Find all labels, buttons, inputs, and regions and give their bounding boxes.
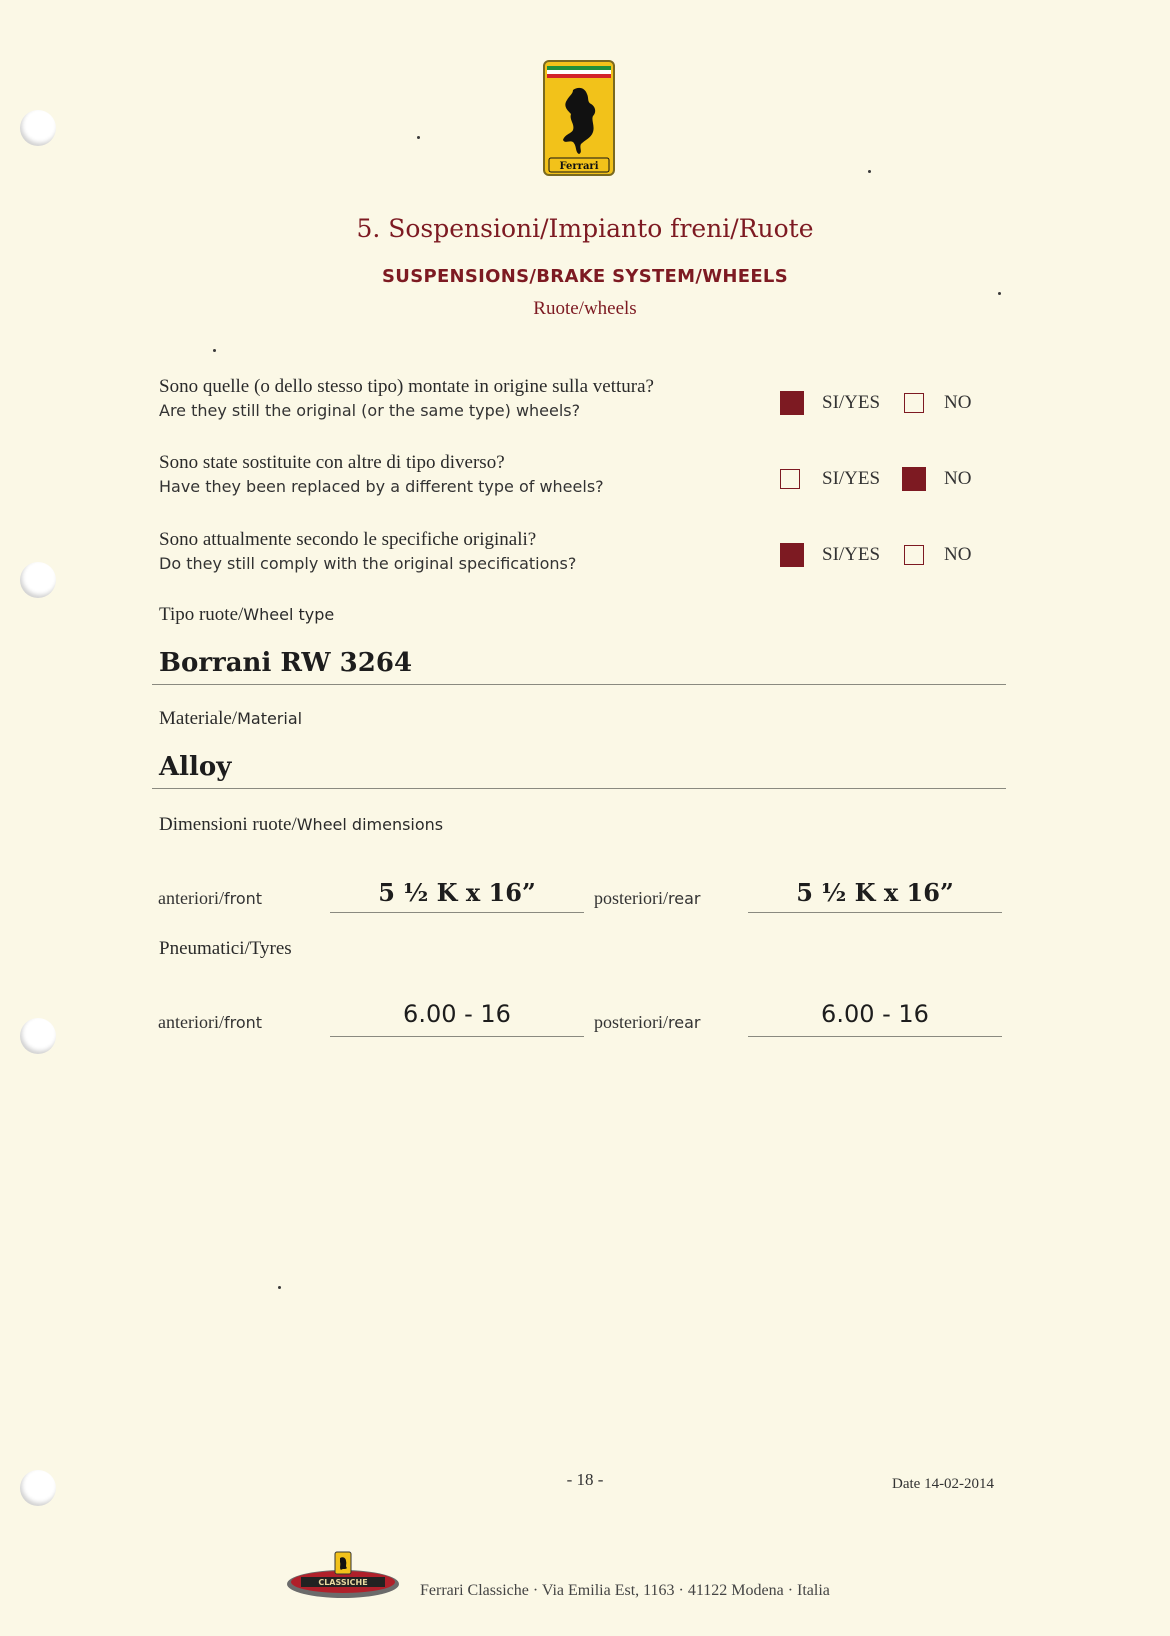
question-original-wheels [159,375,759,423]
answer-original-wheels [780,390,1000,418]
tyres-label-italian: Pneumatici/ [159,938,250,959]
rear-tyre-label [594,1012,700,1033]
document-date: Date 14-02-2014 [892,1476,995,1492]
page-number: - 18 - [566,1470,604,1489]
rear-label-italian: posteriori/ [594,888,668,908]
material-value: Alloy [159,752,232,782]
paper-speck [868,170,871,173]
binder-hole-3 [20,1018,56,1054]
front-tyre-underline [330,1036,584,1037]
material-label [159,708,302,730]
no-option-label: NO [944,544,972,565]
answer-replaced-wheels [780,466,1000,494]
front-wheel-label [158,888,262,909]
rear-tyre-label-english: rear [668,1013,701,1032]
footer-address: Ferrari Classiche · Via Emilia Est, 1163 · 41122 Modena · Italia [420,1582,830,1599]
ferrari-logo [543,60,615,176]
answer-original-specs [780,542,1000,570]
no-checkbox[interactable] [904,393,924,413]
section-title-english: SUSPENSIONS/BRAKE SYSTEM/WHEELS [382,266,788,287]
question-text-english: Do they still comply with the original specifications? [159,554,577,573]
wheel-type-underline [152,684,1006,685]
yes-checkbox[interactable] [780,469,800,489]
question-text-english: Have they been replaced by a different type of wheels? [159,477,604,496]
yes-option-label: SI/YES [822,468,881,489]
tyres-label-english: Tyres [249,938,292,959]
front-label-english: front [223,889,263,908]
material-label-italian: Materiale/ [159,708,238,729]
wheel-type-label [159,604,334,626]
rear-wheel-dimension-value: 5 ½ K x 16” [796,878,954,907]
no-option-label: NO [944,468,972,489]
paper-speck [278,1286,281,1289]
front-tyre-label-italian: anteriori/ [158,1012,224,1032]
rear-wheel-label [594,888,700,909]
ferrari-logo-text: Ferrari [559,161,599,172]
yes-option-label: SI/YES [822,544,881,565]
badge-text: CLASSICHE [318,1578,368,1587]
no-checkbox[interactable] [902,467,926,491]
question-text-italian: Sono quelle (o dello stesso tipo) montate in origine sulla vettura? [159,376,654,397]
question-original-specs [159,528,759,576]
front-tyre-value: 6.00 - 16 [403,1000,511,1028]
material-label-english: Material [237,709,303,728]
rear-tyre-value: 6.00 - 16 [821,1000,929,1028]
wheel-type-label-english: Wheel type [243,605,335,624]
wheel-dimensions-label-english: Wheel dimensions [296,815,444,834]
question-text-english: Are they still the original (or the same type) wheels? [159,401,581,420]
wheel-type-label-italian: Tipo ruote/ [159,604,244,625]
material-underline [152,788,1006,789]
yes-option-label: SI/YES [822,392,881,413]
section-title-italian: 5. Sospensioni/Impianto freni/Ruote [356,214,814,243]
paper-speck [213,349,216,352]
paper-speck [998,292,1001,295]
rear-tyre-underline [748,1036,1002,1037]
yes-checkbox[interactable] [780,391,804,415]
rear-label-english: rear [668,889,701,908]
rear-wheel-underline [748,912,1002,913]
wheel-dimensions-label [159,814,443,836]
section-subtitle: Ruote/wheels [533,298,637,319]
no-checkbox[interactable] [904,545,924,565]
binder-hole-2 [20,562,56,598]
wheel-type-value: Borrani RW 3264 [159,648,413,678]
ferrari-classiche-badge [283,1548,403,1604]
wheel-dimensions-label-italian: Dimensioni ruote/ [159,814,297,835]
front-tyre-label [158,1012,262,1033]
rear-tyre-label-italian: posteriori/ [594,1012,668,1032]
front-wheel-dimension-value: 5 ½ K x 16” [378,878,536,907]
front-label-italian: anteriori/ [158,888,224,908]
front-tyre-label-english: front [223,1013,263,1032]
question-replaced-wheels [159,451,759,499]
no-option-label: NO [944,392,972,413]
tyres-label [159,938,292,960]
front-wheel-underline [330,912,584,913]
yes-checkbox[interactable] [780,543,804,567]
paper-speck [417,136,420,139]
binder-hole-1 [20,110,56,146]
question-text-italian: Sono state sostituite con altre di tipo diverso? [159,452,505,473]
question-text-italian: Sono attualmente secondo le specifiche originali? [159,529,537,550]
